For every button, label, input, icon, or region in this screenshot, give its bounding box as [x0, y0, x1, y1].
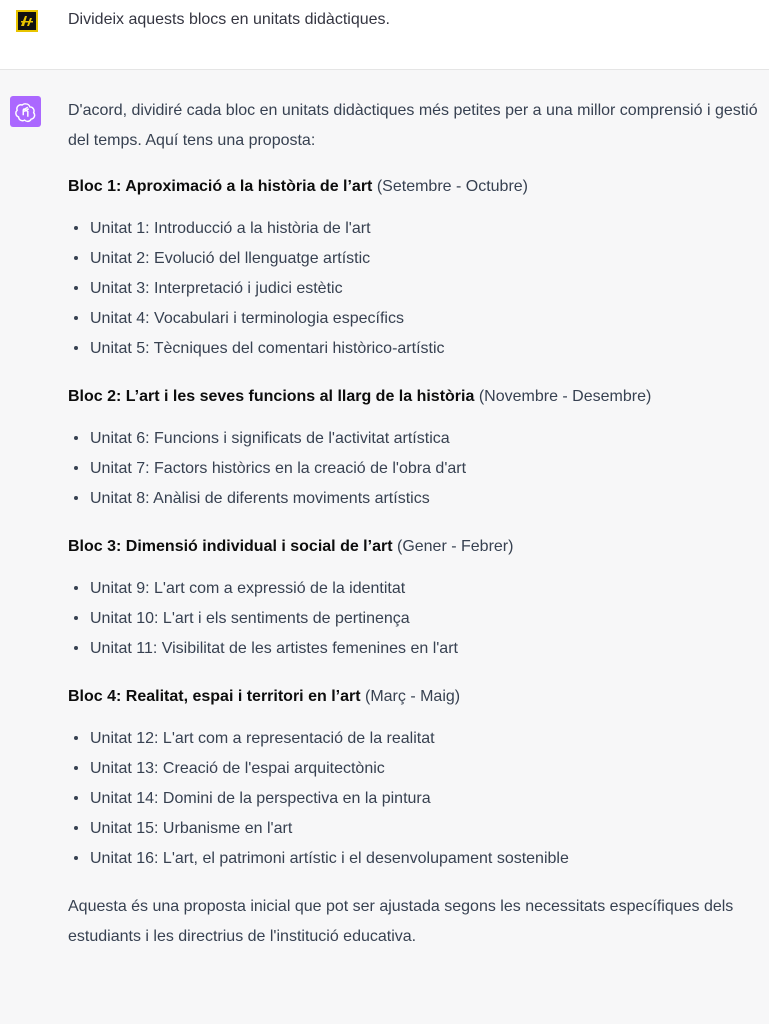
- block-title: Bloc 1: Aproximació a la història de l’art: [68, 178, 373, 195]
- block-period: (Març - Maig): [364, 688, 461, 705]
- block-title: Bloc 4: Realitat, espai i territori en l’art: [68, 688, 361, 705]
- block-4-units: [68, 724, 758, 874]
- list-item: Unitat 7: Factors històrics en la creació de l'obra d'art: [68, 454, 758, 484]
- list-item: Unitat 12: L'art com a representació de la realitat: [68, 724, 758, 754]
- assistant-message-row: [0, 70, 769, 1024]
- block-title: Bloc 2: L’art i les seves funcions al llarg de la història: [68, 388, 475, 405]
- list-item: Unitat 15: Urbanisme en l'art: [68, 814, 758, 844]
- block-3-units: [68, 574, 758, 664]
- closing-paragraph: Aquesta és una proposta inicial que pot ser ajustada segons les necessitats específiques dels estudiants i les directrius de l'institució educativa.: [68, 898, 734, 945]
- user-message-row: [0, 0, 769, 70]
- list-item: Unitat 16: L'art, el patrimoni artístic i el desenvolupament sostenible: [68, 844, 758, 874]
- assistant-message-content: [68, 96, 758, 952]
- block-4-heading: [68, 682, 758, 712]
- list-item: Unitat 2: Evolució del llenguatge artístic: [68, 244, 758, 274]
- block-3-heading: [68, 532, 758, 562]
- list-item: Unitat 5: Tècniques del comentari històrico-artístic: [68, 334, 758, 364]
- list-item: Unitat 11: Visibilitat de les artistes femenines en l'art: [68, 634, 758, 664]
- intro-paragraph: D'acord, dividiré cada bloc en unitats didàctiques més petites per a una millor comprensió i gestió del temps. Aquí tens una proposta:: [68, 102, 758, 149]
- user-avatar-icon: [16, 10, 38, 32]
- list-item: Unitat 9: L'art com a expressió de la identitat: [68, 574, 758, 604]
- list-item: Unitat 1: Introducció a la història de l'art: [68, 214, 758, 244]
- list-item: Unitat 14: Domini de la perspectiva en la pintura: [68, 784, 758, 814]
- block-1-units: [68, 214, 758, 364]
- block-1-heading: [68, 172, 758, 202]
- user-message-text: Divideix aquests blocs en unitats didàctiques.: [68, 11, 390, 28]
- openai-logo-icon: [10, 96, 41, 127]
- block-title: Bloc 3: Dimensió individual i social de l’art: [68, 538, 393, 555]
- list-item: Unitat 10: L'art i els sentiments de pertinença: [68, 604, 758, 634]
- block-period: (Setembre - Octubre): [376, 178, 528, 195]
- list-item: Unitat 13: Creació de l'espai arquitectònic: [68, 754, 758, 784]
- list-item: Unitat 6: Funcions i significats de l'activitat artística: [68, 424, 758, 454]
- block-period: (Novembre - Desembre): [478, 388, 652, 405]
- block-period: (Gener - Febrer): [396, 538, 514, 555]
- list-item: Unitat 8: Anàlisi de diferents moviments artístics: [68, 484, 758, 514]
- block-2-units: [68, 424, 758, 514]
- list-item: Unitat 3: Interpretació i judici estètic: [68, 274, 758, 304]
- block-2-heading: [68, 382, 758, 412]
- list-item: Unitat 4: Vocabulari i terminologia específics: [68, 304, 758, 334]
